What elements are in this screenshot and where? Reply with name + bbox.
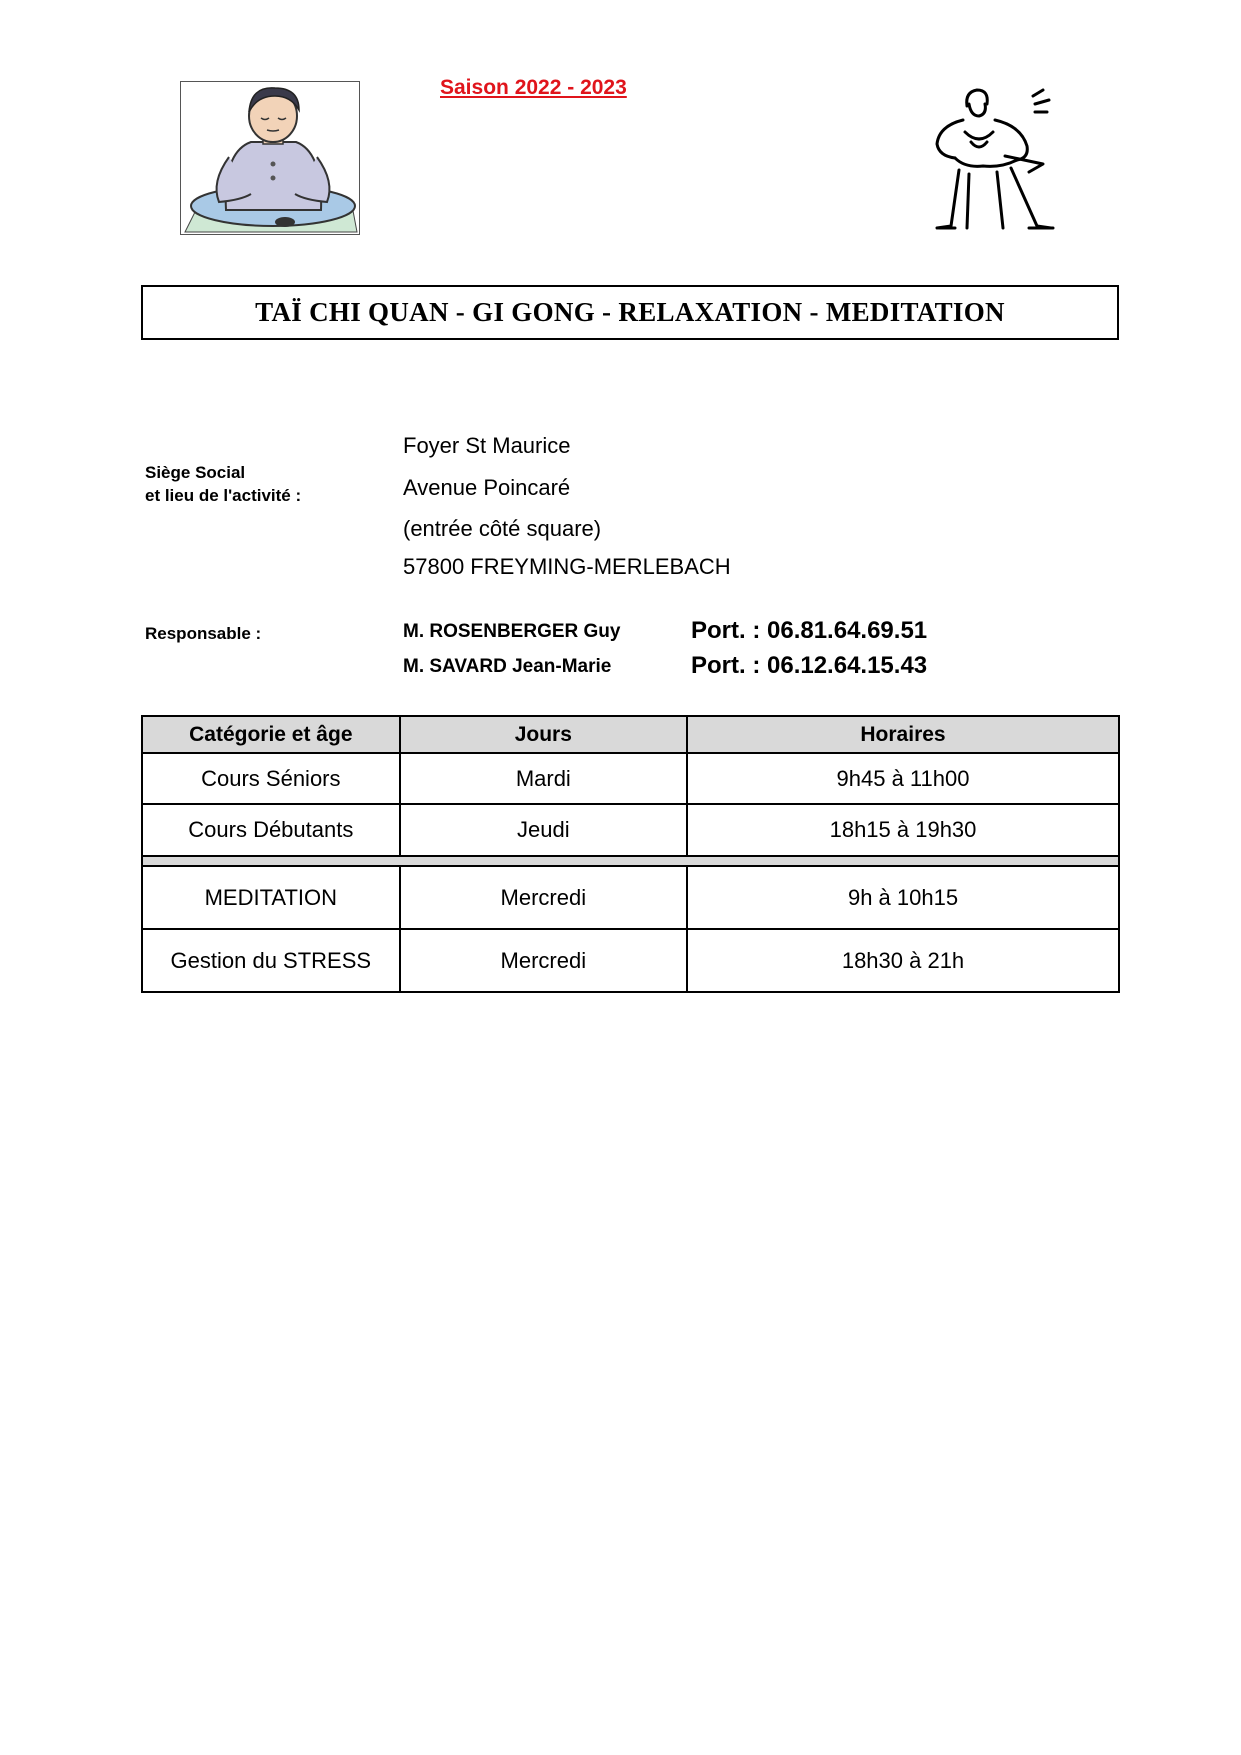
- table-header-row: [142, 716, 1119, 753]
- header-category: Catégorie et âge: [142, 716, 400, 753]
- cell-category: Cours Séniors: [142, 753, 400, 804]
- separator-cell: [142, 856, 1119, 866]
- cell-day: Mercredi: [400, 929, 687, 992]
- cell-category: MEDITATION: [142, 866, 400, 929]
- header-days: Jours: [400, 716, 687, 753]
- cell-hours: 18h30 à 21h: [687, 929, 1119, 992]
- table-row: [142, 753, 1119, 804]
- season-label: Saison 2022 - 2023: [440, 76, 627, 99]
- cell-day: Mardi: [400, 753, 687, 804]
- page-title: TAÏ CHI QUAN - GI GONG - RELAXATION - MEDITATION: [255, 297, 1005, 327]
- cell-day: Jeudi: [400, 804, 687, 856]
- title-box: [141, 285, 1119, 340]
- responsable-name-1: M. ROSENBERGER Guy: [403, 621, 621, 642]
- table-row: [142, 929, 1119, 992]
- schedule-table: [141, 715, 1120, 993]
- responsable-name-2: M. SAVARD Jean-Marie: [403, 656, 612, 677]
- cell-category: Cours Débutants: [142, 804, 400, 856]
- responsable-phone-2: Port. : 06.12.64.15.43: [691, 652, 928, 679]
- siege-label-line1: Siège Social: [145, 463, 246, 482]
- address-line-3: (entrée côté square): [403, 516, 602, 541]
- siege-label-line2: et lieu de l'activité :: [145, 486, 302, 505]
- cell-hours: 18h15 à 19h30: [687, 804, 1119, 856]
- header-hours: Horaires: [687, 716, 1119, 753]
- cell-day: Mercredi: [400, 866, 687, 929]
- siege-label: [145, 461, 301, 507]
- taichi-figure-icon: [925, 86, 1060, 238]
- cell-category: Gestion du STRESS: [142, 929, 400, 992]
- cell-hours: 9h45 à 11h00: [687, 753, 1119, 804]
- address-line-2: Avenue Poincaré: [403, 475, 571, 500]
- table-row: [142, 804, 1119, 856]
- table-row: [142, 866, 1119, 929]
- cell-hours: 9h à 10h15: [687, 866, 1119, 929]
- responsable-label: Responsable :: [145, 624, 262, 643]
- address-line-1: Foyer St Maurice: [403, 433, 571, 458]
- responsable-phone-1: Port. : 06.81.64.69.51: [691, 617, 928, 644]
- meditating-person-icon: [180, 81, 360, 235]
- table-separator-row: [142, 856, 1119, 866]
- address-line-4: 57800 FREYMING-MERLEBACH: [403, 554, 731, 579]
